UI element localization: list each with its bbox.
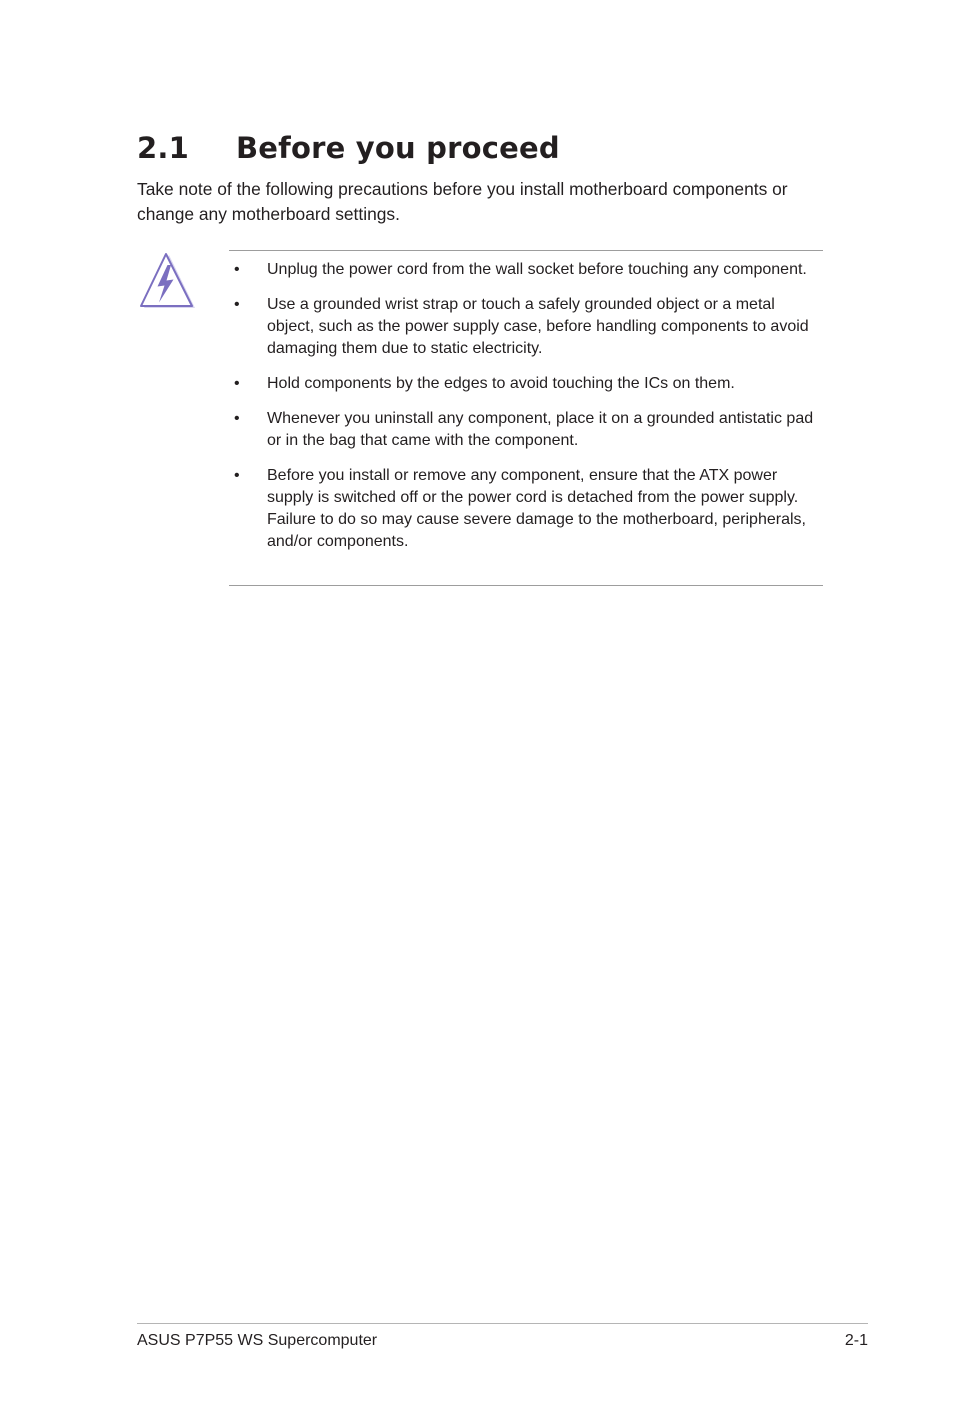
precautions-list [229,259,823,566]
list-item [229,373,823,395]
list-item-text: Before you install or remove any component, ensure that the ATX power supply is switched off or the power cord is detached from the power supply. Failure to do so may cause severe damage to the motherboard, peripherals, and/or components. [267,467,806,550]
list-item-text: Whenever you uninstall any component, place it on a grounded antistatic pad or in the bag that came with the component. [267,410,814,449]
bullet: • [234,296,240,313]
list-item-text: Unplug the power cord from the wall socket before touching any component. [267,261,807,278]
warning-triangle-lightning-icon [138,252,198,310]
list-item [229,465,823,553]
list-item [229,408,823,452]
list-item-text: Use a grounded wrist strap or touch a safely grounded object or a metal object, such as the power supply case, before handling components to avoid damaging them due to static electricity. [267,296,809,357]
notice-top-rule [229,250,823,251]
intro-paragraph: Take note of the following precautions before you install motherboard components or change any motherboard settings. [137,179,788,224]
footer-rule [137,1323,868,1324]
bullet: • [234,375,240,392]
list-item [229,294,823,360]
section-title: Before you proceed [236,131,560,165]
section-number: 2.1 [137,131,189,165]
bullet: • [234,467,240,484]
bullet: • [234,261,240,278]
list-item-text: Hold components by the edges to avoid touching the ICs on them. [267,375,735,392]
list-item [229,259,823,281]
footer-page-number: 2-1 [844,1332,868,1349]
notice-bottom-rule [229,585,823,586]
bullet: • [234,410,240,427]
section-heading [137,128,560,168]
footer-product-name: ASUS P7P55 WS Supercomputer [137,1332,378,1349]
